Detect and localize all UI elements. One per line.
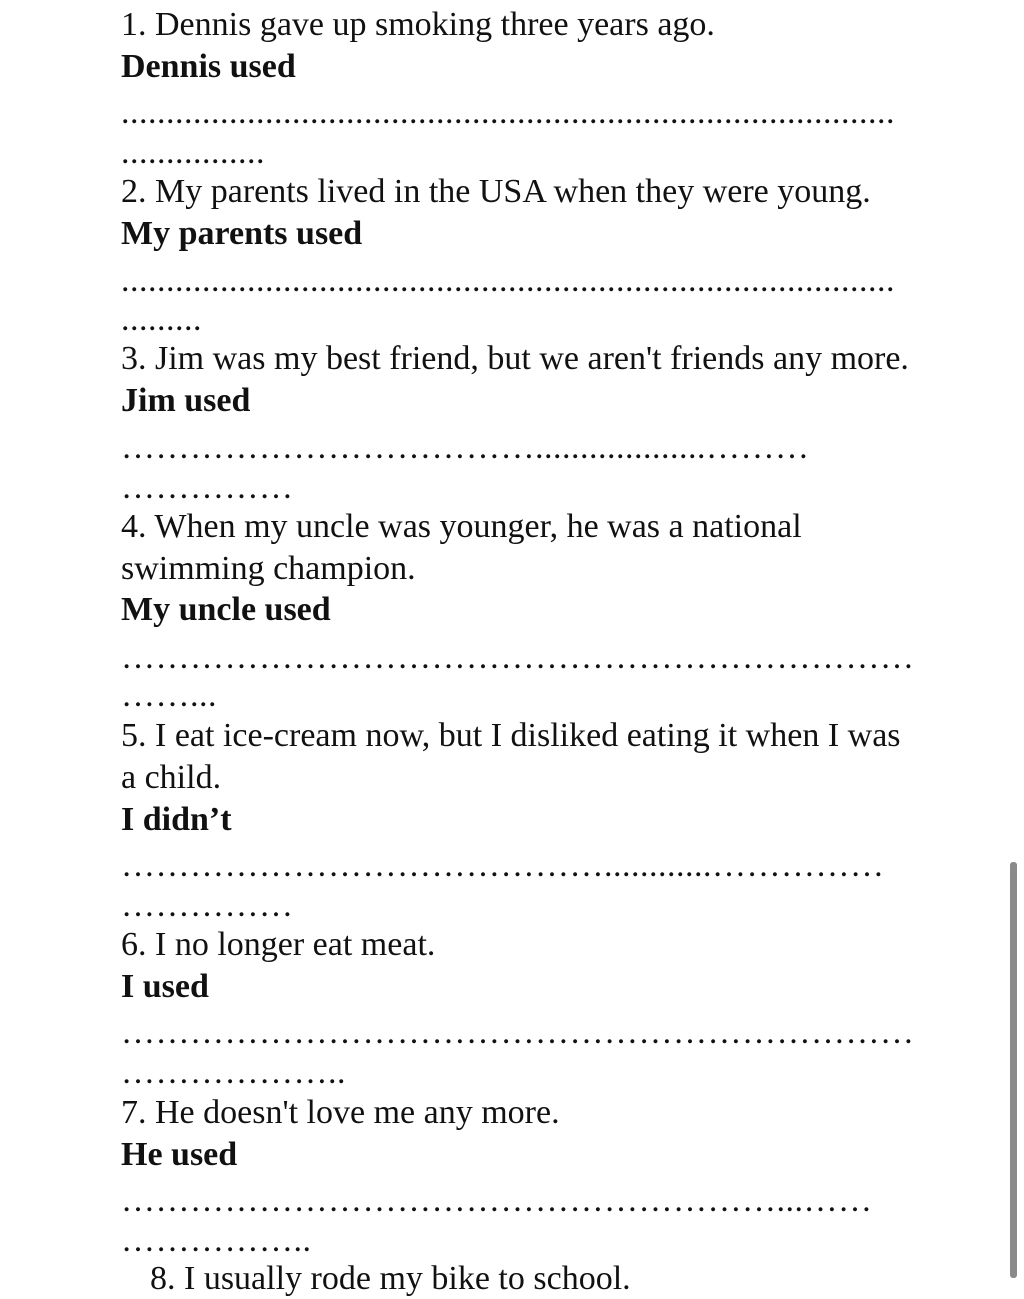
exercise-5-prompt-line-2: a child. [121, 759, 222, 796]
exercise-3-answer-line-2[interactable]: …………… [121, 469, 294, 506]
exercise-3-starter: Jim used [121, 382, 251, 419]
exercise-1-prompt: 1. Dennis gave up smoking three years ago. [121, 6, 715, 43]
exercise-5-answer-line-1[interactable]: ……………………………………............…………… [121, 847, 885, 884]
exercise-1-answer-line-2[interactable]: ................ [121, 134, 265, 171]
exercise-6-prompt: 6. I no longer eat meat. [121, 926, 436, 963]
exercise-4-prompt-line-1: 4. When my uncle was younger, he was a national [121, 508, 802, 545]
exercise-7-answer-line-1[interactable]: …………………………………………………...…… [121, 1182, 873, 1219]
exercise-3-answer-line-1[interactable]: ………………………………...................……… [121, 429, 810, 466]
exercise-5-starter: I didn’t [121, 801, 232, 838]
exercise-5-answer-line-2[interactable]: …………… [121, 887, 294, 924]
exercise-6-answer-line-2[interactable]: ……………….. [121, 1054, 346, 1091]
exercise-6-starter: I used [121, 968, 209, 1005]
exercise-4-answer-line-2[interactable]: ……... [121, 677, 217, 714]
exercise-1-answer-line-1[interactable]: ...................................................................................... [121, 94, 895, 131]
exercise-3-prompt: 3. Jim was my best friend, but we aren't friends any more. [121, 340, 909, 377]
vertical-scrollbar[interactable] [1010, 862, 1017, 1278]
exercise-7-starter: He used [121, 1136, 238, 1173]
exercise-2-starter: My parents used [121, 215, 363, 252]
exercise-4-starter: My uncle used [121, 591, 331, 628]
exercise-2-answer-line-1[interactable]: ...................................................................................... [121, 262, 895, 299]
exercise-8-prompt: 8. I usually rode my bike to school. [150, 1260, 631, 1297]
exercise-1-starter: Dennis used [121, 48, 296, 85]
exercise-2-answer-line-2[interactable]: ......... [121, 301, 202, 338]
exercise-6-answer-line-1[interactable]: …………………………………………………………… [121, 1014, 915, 1051]
exercise-4-answer-line-1[interactable]: …………………………………………………………… [121, 639, 915, 676]
exercise-5-prompt-line-1: 5. I eat ice-cream now, but I disliked eating it when I was [121, 717, 901, 754]
exercise-2-prompt: 2. My parents lived in the USA when they were young. [121, 173, 871, 210]
exercise-7-prompt: 7. He doesn't love me any more. [121, 1094, 560, 1131]
exercise-4-prompt-line-2: swimming champion. [121, 550, 416, 587]
exercise-7-answer-line-2[interactable]: …………….. [121, 1222, 312, 1259]
